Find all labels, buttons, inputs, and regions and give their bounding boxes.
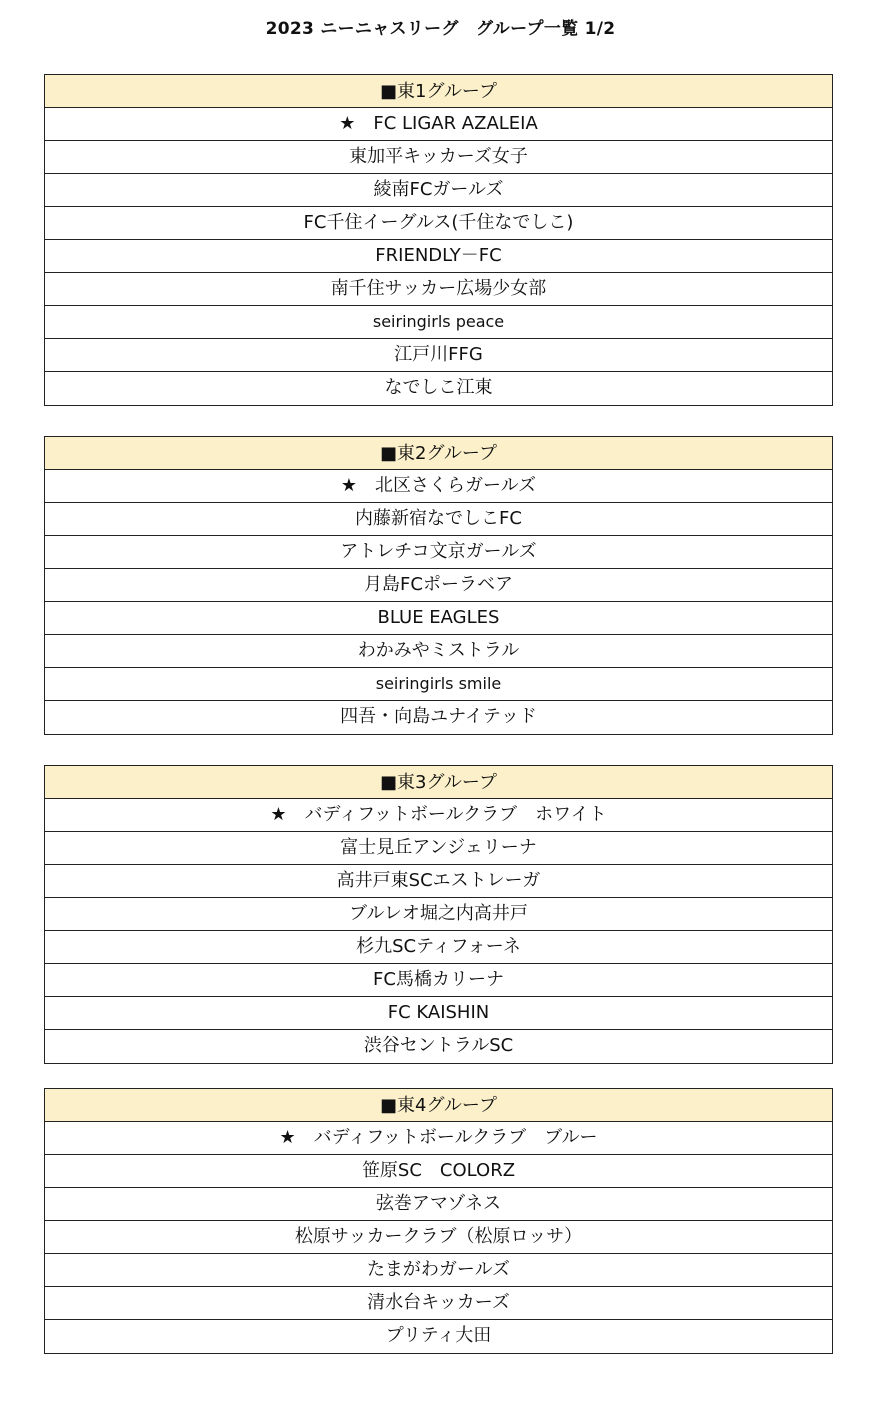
team-row: 江戸川FFG [45, 339, 832, 372]
team-row: FC KAISHIN [45, 997, 832, 1030]
page-title: 2023 ニーニャスリーグ グループ一覧 1/2 [265, 19, 616, 39]
team-row: 松原サッカークラブ（松原ロッサ） [45, 1221, 832, 1254]
team-row: 清水台キッカーズ [45, 1287, 832, 1320]
team-row: FC千住イーグルス(千住なでしこ) [45, 207, 832, 240]
team-row: 富士見丘アンジェリーナ [45, 832, 832, 865]
group-table-east-2 [44, 436, 833, 735]
team-row: seiringirls smile [45, 668, 832, 701]
team-row: 南千住サッカー広場少女部 [45, 273, 832, 306]
team-row: ★ FC LIGAR AZALEIA [45, 108, 832, 141]
team-row: たまがわガールズ [45, 1254, 832, 1287]
team-row: 高井戸東SCエストレーガ [45, 865, 832, 898]
group-header: ■東1グループ [45, 75, 832, 108]
team-row: 笹原SC COLORZ [45, 1155, 832, 1188]
team-row: FC馬橋カリーナ [45, 964, 832, 997]
group-table-east-4 [44, 1088, 833, 1354]
team-row: seiringirls peace [45, 306, 832, 339]
team-row: 弦巻アマゾネス [45, 1188, 832, 1221]
team-row: 東加平キッカーズ女子 [45, 141, 832, 174]
team-row: アトレチコ文京ガールズ [45, 536, 832, 569]
team-row: わかみやミストラル [45, 635, 832, 668]
team-row: 内藤新宿なでしこFC [45, 503, 832, 536]
team-row: 月島FCポーラベア [45, 569, 832, 602]
team-row: プリティ大田 [385, 1325, 492, 1346]
team-row: FRIENDLY－FC [45, 240, 832, 273]
group-table-east-1 [44, 74, 833, 406]
group-header: ■東3グループ [45, 766, 832, 799]
team-row: 綾南FCガールズ [45, 174, 832, 207]
team-row: ★ 北区さくらガールズ [45, 470, 832, 503]
team-row: BLUE EAGLES [45, 602, 832, 635]
team-row: ★ バディフットボールクラブ ブルー [45, 1122, 832, 1155]
team-row: 四吾・向島ユナイテッド [340, 706, 537, 727]
team-row: ★ バディフットボールクラブ ホワイト [45, 799, 832, 832]
team-row: 杉九SCティフォーネ [45, 931, 832, 964]
team-row: なでしこ江東 [384, 377, 493, 398]
group-header: ■東4グループ [45, 1089, 832, 1122]
group-table-east-3 [44, 765, 833, 1064]
team-row: 渋谷セントラルSC [363, 1035, 514, 1056]
team-row: ブルレオ堀之内高井戸 [45, 898, 832, 931]
group-header: ■東2グループ [45, 437, 832, 470]
